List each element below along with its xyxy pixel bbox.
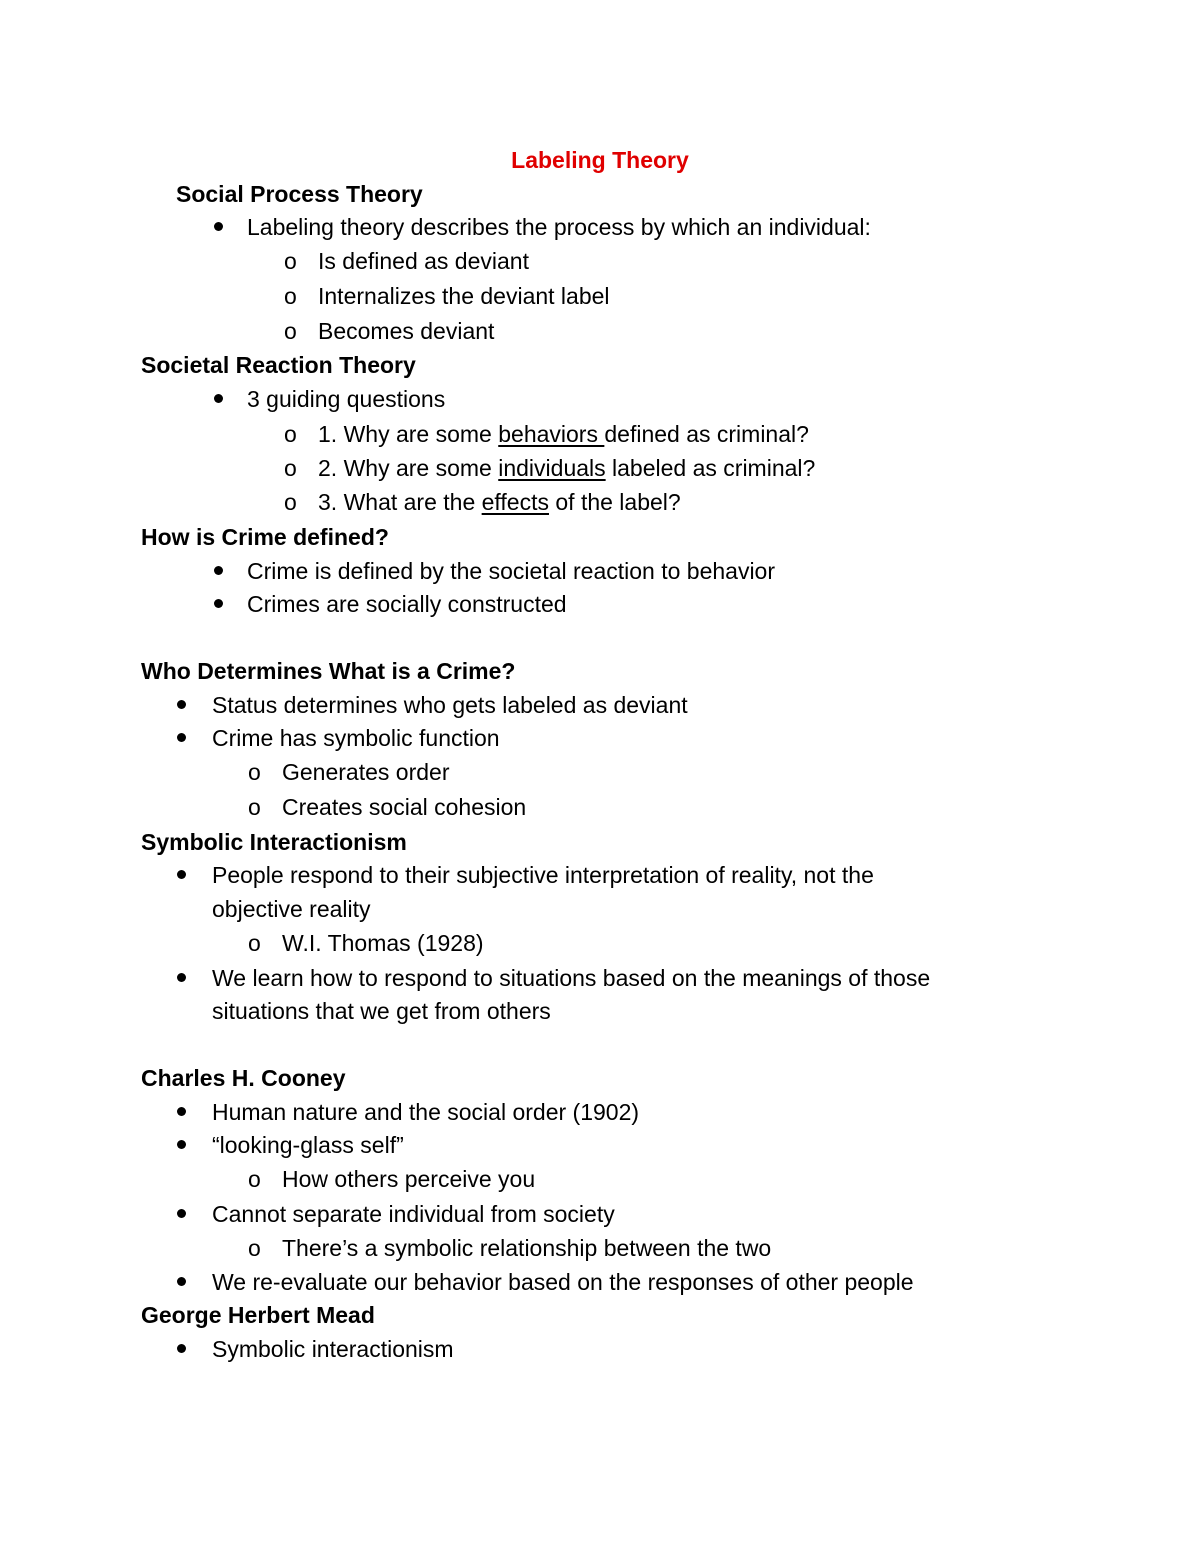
bullet-icon bbox=[177, 1277, 186, 1286]
bullet-icon bbox=[214, 599, 223, 608]
bullet-icon bbox=[177, 1140, 186, 1149]
list-item: Cannot separate individual from society bbox=[212, 1201, 615, 1227]
question-text: labeled as criminal? bbox=[605, 455, 816, 481]
list-item: Human nature and the social order (1902) bbox=[212, 1099, 640, 1125]
sub-bullet-icon: o bbox=[248, 1235, 261, 1261]
question-text: 1. Why are some bbox=[318, 421, 499, 447]
heading-crime-defined: How is Crime defined? bbox=[141, 524, 389, 550]
list-item: How others perceive you bbox=[282, 1166, 536, 1192]
question-text: 2. Why are some bbox=[318, 455, 499, 481]
sub-bullet-icon: o bbox=[284, 283, 297, 309]
list-item: 3 guiding questions bbox=[247, 386, 446, 412]
bullet-icon bbox=[177, 1344, 186, 1353]
list-item: Generates order bbox=[282, 759, 450, 785]
bullet-icon bbox=[214, 222, 223, 231]
list-item: Internalizes the deviant label bbox=[318, 283, 610, 309]
list-item: Creates social cohesion bbox=[282, 794, 527, 820]
heading-social-process: Social Process Theory bbox=[176, 181, 423, 207]
list-item-question-2 bbox=[318, 454, 815, 482]
list-item: Symbolic interactionism bbox=[212, 1336, 454, 1362]
question-text: 3. What are the bbox=[318, 489, 482, 515]
bullet-icon bbox=[177, 973, 186, 982]
sub-bullet-icon: o bbox=[284, 489, 297, 515]
list-item: People respond to their subjective interpretation of reality, not the bbox=[212, 862, 874, 888]
bullet-icon bbox=[177, 1107, 186, 1116]
list-item: Labeling theory describes the process by which an individual: bbox=[247, 214, 871, 240]
list-item-continuation: situations that we get from others bbox=[212, 998, 551, 1024]
underlined-term: individuals bbox=[498, 455, 606, 481]
list-item: We re-evaluate our behavior based on the responses of other people bbox=[212, 1269, 914, 1295]
list-item: Crime has symbolic function bbox=[212, 725, 500, 751]
underlined-term: effects bbox=[481, 489, 549, 515]
sub-bullet-icon: o bbox=[248, 794, 261, 820]
heading-who-determines: Who Determines What is a Crime? bbox=[141, 658, 516, 684]
bullet-icon bbox=[214, 566, 223, 575]
sub-bullet-icon: o bbox=[248, 930, 261, 956]
bullet-icon bbox=[177, 1209, 186, 1218]
list-item: There’s a symbolic relationship between the two bbox=[282, 1235, 772, 1261]
list-item: Crime is defined by the societal reaction to behavior bbox=[247, 558, 776, 584]
list-item-question-1 bbox=[318, 420, 809, 448]
heading-cooney: Charles H. Cooney bbox=[141, 1065, 346, 1091]
sub-bullet-icon: o bbox=[248, 1166, 261, 1192]
bullet-icon bbox=[214, 394, 223, 403]
heading-societal-reaction: Societal Reaction Theory bbox=[141, 352, 416, 378]
list-item: Is defined as deviant bbox=[318, 248, 529, 274]
list-item: “looking-glass self” bbox=[212, 1132, 404, 1158]
question-text: defined as criminal? bbox=[604, 421, 809, 447]
list-item-question-3 bbox=[318, 488, 681, 516]
bullet-icon bbox=[177, 870, 186, 879]
sub-bullet-icon: o bbox=[248, 759, 261, 785]
heading-mead: George Herbert Mead bbox=[141, 1302, 375, 1328]
bullet-icon bbox=[177, 733, 186, 742]
list-item: Crimes are socially constructed bbox=[247, 591, 567, 617]
question-text: of the label? bbox=[548, 489, 681, 515]
sub-bullet-icon: o bbox=[284, 248, 297, 274]
list-item-continuation: objective reality bbox=[212, 896, 371, 922]
sub-bullet-icon: o bbox=[284, 421, 297, 447]
sub-bullet-icon: o bbox=[284, 318, 297, 344]
list-item: We learn how to respond to situations based on the meanings of those bbox=[212, 965, 931, 991]
document-title: Labeling Theory bbox=[511, 147, 689, 173]
list-item: W.I. Thomas (1928) bbox=[282, 930, 484, 956]
heading-symbolic-interactionism: Symbolic Interactionism bbox=[141, 829, 407, 855]
underlined-term: behaviors bbox=[498, 421, 605, 447]
list-item: Status determines who gets labeled as deviant bbox=[212, 692, 688, 718]
bullet-icon bbox=[177, 700, 186, 709]
sub-bullet-icon: o bbox=[284, 455, 297, 481]
list-item: Becomes deviant bbox=[318, 318, 495, 344]
